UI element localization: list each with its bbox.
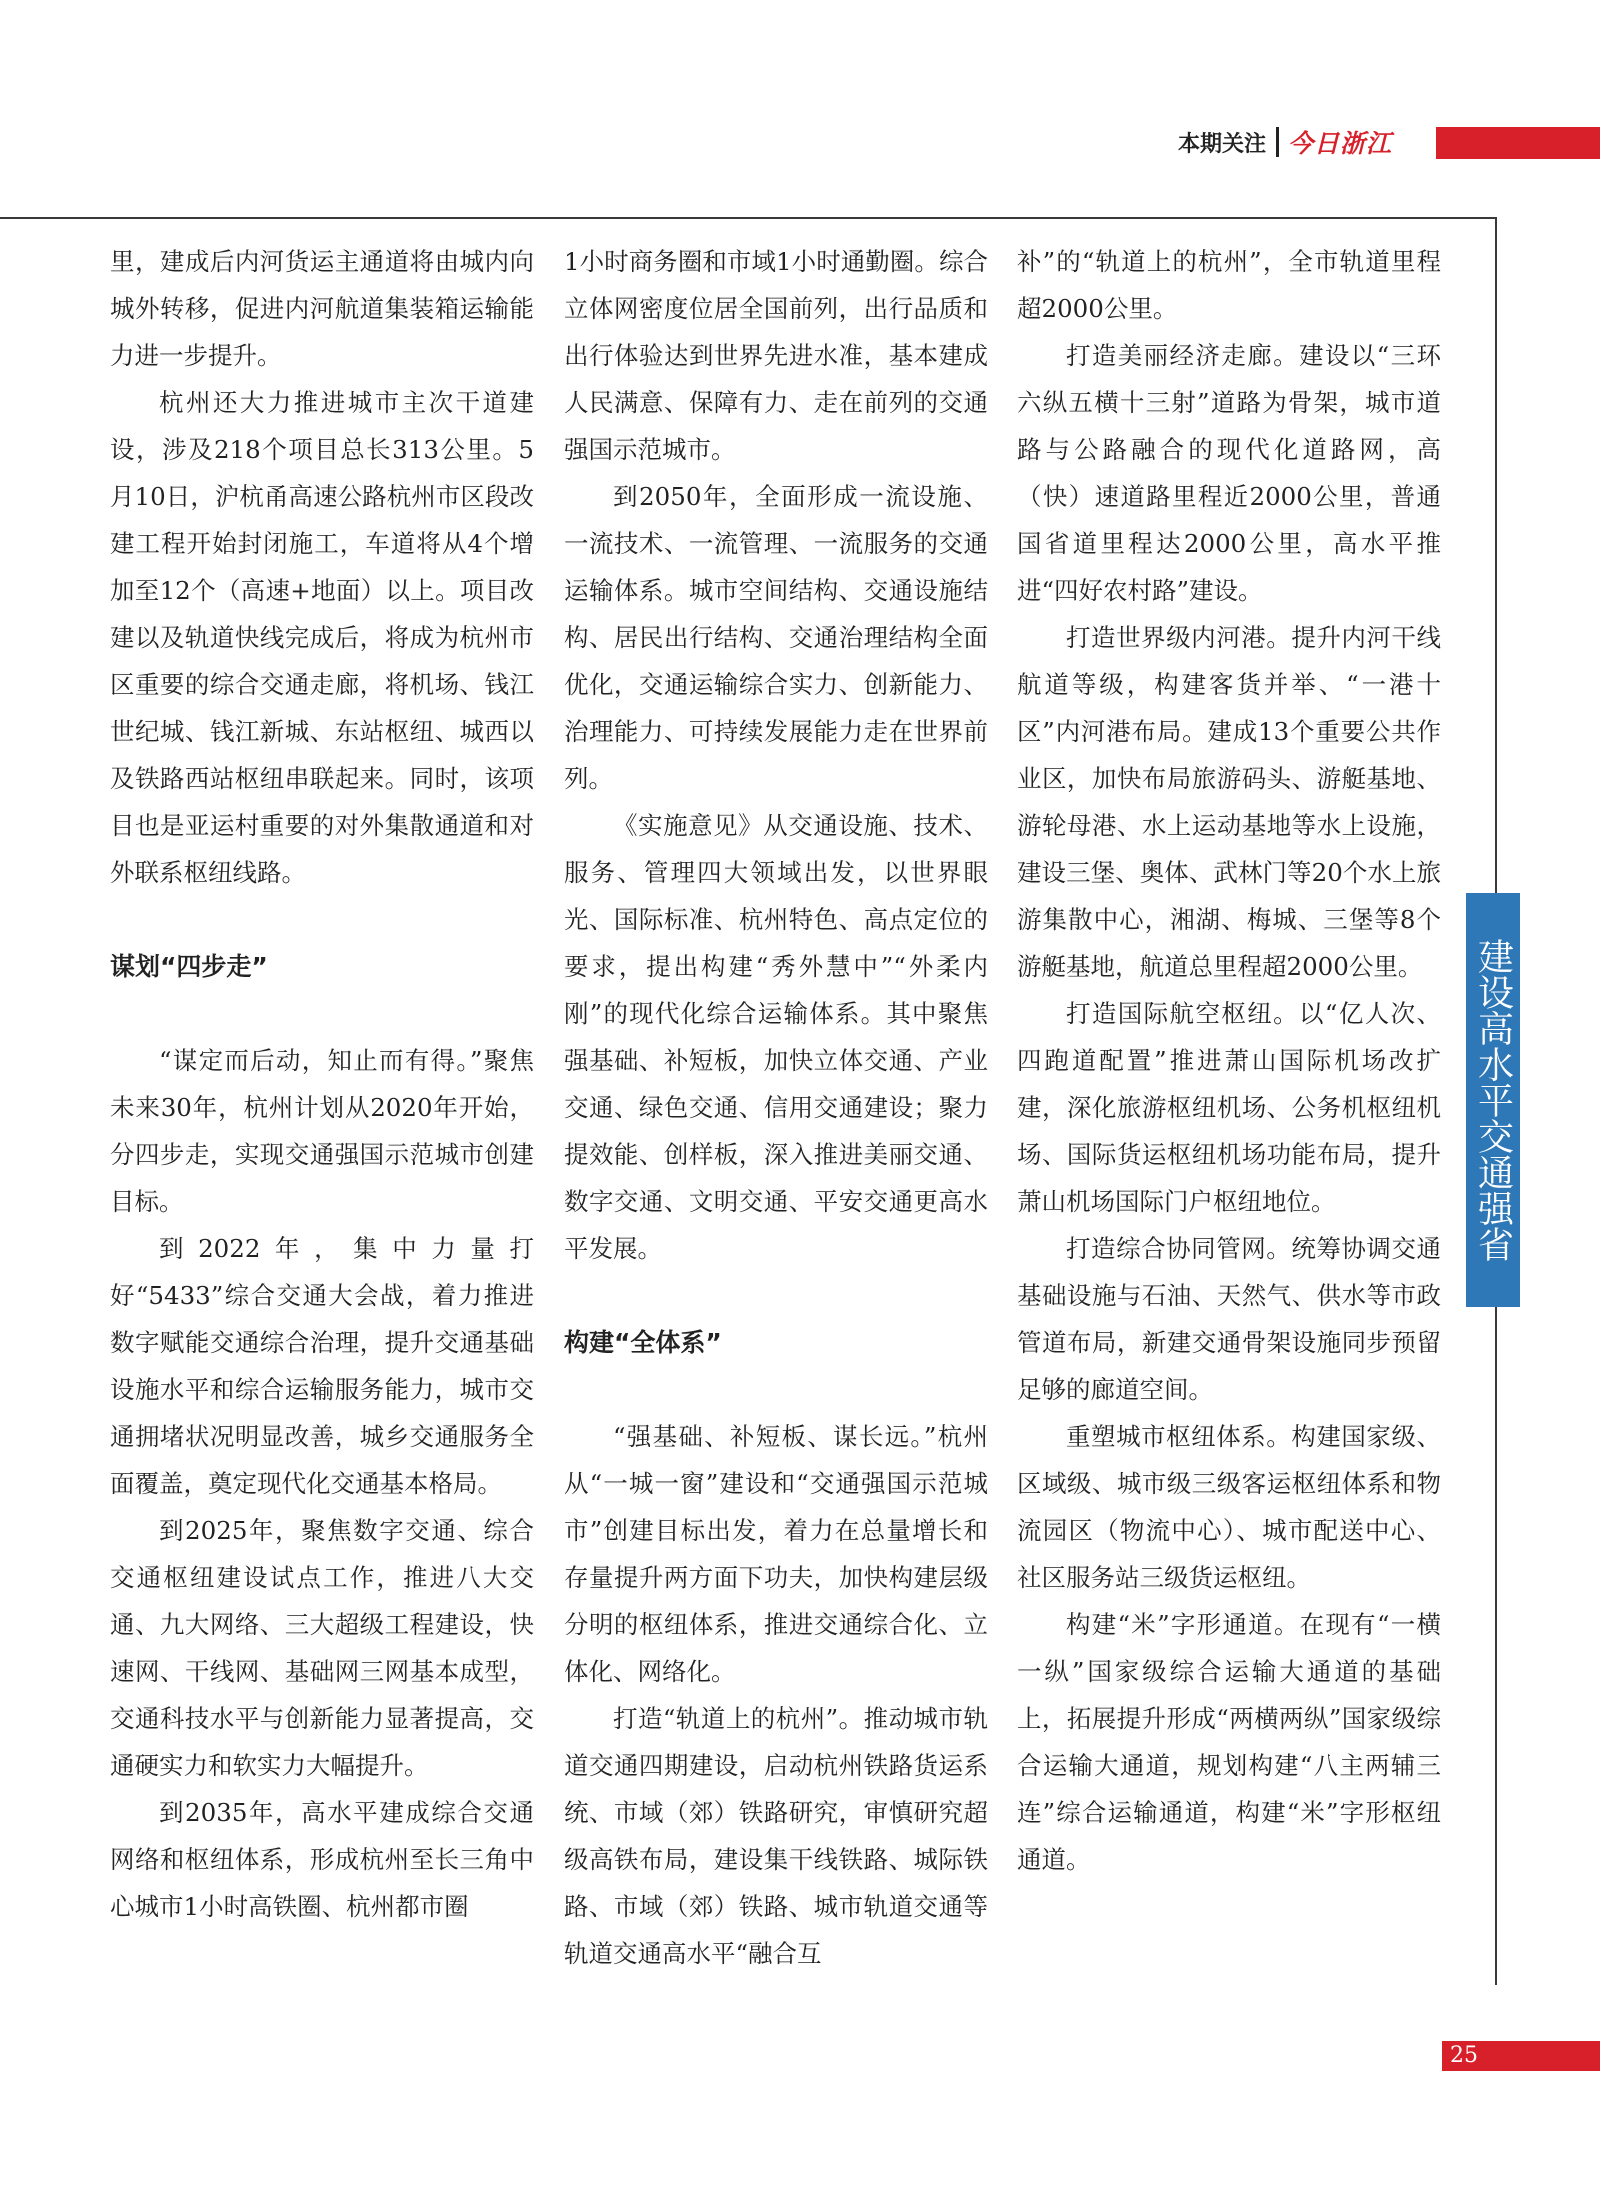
page-header [1178,124,1392,160]
paragraph: 打造世界级内河港。提升内河干线航道等级，构建客货并举、“一港十区”内河港布局。建成13个重要公共作业区，加快布局旅游码头、游艇基地、游轮母港、水上运动基地等水上设施，建设三堡、奥体、武林门等20个水上旅游集散中心，湘湖、梅城、三堡等8个游艇基地，航道总里程超2000公里。 [1017,623,1441,981]
top-rule [0,217,1495,219]
paragraph: 打造“轨道上的杭州”。推动城市轨道交通四期建设，启动杭州铁路货运系统、市域（郊）铁路研究，审慎研究超级高铁布局，建设集干线铁路、城际铁路、市域（郊）铁路、城市轨道交通等轨道交通高水平“融合互 [564,1704,988,1968]
paragraph: 《实施意见》从交通设施、技术、服务、管理四大领域出发，以世界眼光、国际标准、杭州特色、高点定位的要求，提出构建“秀外慧中”“外柔内刚”的现代化综合运输体系。其中聚焦强基础、补短板，加快立体交通、产业交通、绿色交通、信用交通建设；聚力提效能、创样板，深入推进美丽交通、数字交通、文明交通、平安交通更高水平发展。 [564,811,988,1263]
paragraph: 重塑城市枢纽体系。构建国家级、区域级、城市级三级客运枢纽体系和物流园区（物流中心）、城市配送中心、社区服务站三级货运枢纽。 [1017,1422,1441,1592]
page-number: 25 [1442,2041,1600,2071]
paragraph: 里，建成后内河货运主通道将由城内向城外转移，促进内河航道集装箱运输能力进一步提升。 [110,247,534,370]
header-divider [1276,127,1279,157]
paragraph: 补”的“轨道上的杭州”，全市轨道里程超2000公里。 [1017,247,1441,323]
paragraph: 构建“米”字形通道。在现有“一横一纵”国家级综合运输大通道的基础上，拓展提升形成“两横两纵”国家级综合运输大通道，规划构建“八主两辅三连”综合运输通道，构建“米”字形枢纽通道。 [1017,1610,1441,1874]
section-heading: 构建“全体系” [564,1328,722,1357]
text-column-2 [564,238,988,1977]
topic-sidebar-label: 建设高水平交通强省 [1466,893,1520,1307]
section-label: 本期关注 [1178,131,1267,157]
paragraph: 杭州还大力推进城市主次干道建设，涉及218个项目总长313公里。5月10日，沪杭甬高速公路杭州市区段改建工程开始封闭施工，车道将从4个增加至12个（高速+地面）以上。项目改建以及轨道快线完成后，将成为杭州市区重要的综合交通走廊，将机场、钱江世纪城、钱江新城、东站枢纽、城西以及铁路西站枢纽串联起来。同时，该项目也是亚运村重要的对外集散通道和对外联系枢纽线路。 [110,388,534,887]
paragraph: 到2025年，聚焦数字交通、综合交通枢纽建设试点工作，推进八大交通、九大网络、三大超级工程建设，快速网、干线网、基础网三网基本成型，交通科技水平与创新能力显著提高，交通硬实力和软实力大幅提升。 [110,1516,534,1780]
paragraph: “强基础、补短板、谋长远。”杭州从“一城一窗”建设和“交通强国示范城市”创建目标出发，着力在总量增长和存量提升两方面下功夫，加快构建层级分明的枢纽体系，推进交通综合化、立体化、网络化。 [564,1422,988,1686]
paragraph: 打造美丽经济走廊。建设以“三环六纵五横十三射”道路为骨架，城市道路与公路融合的现代化道路网，高（快）速道路里程近2000公里，普通国省道里程达2000公里，高水平推进“四好农村路”建设。 [1017,341,1441,605]
magazine-logo: 今日浙江 [1288,129,1393,158]
paragraph: 打造国际航空枢纽。以“亿人次、四跑道配置”推进萧山国际机场改扩建，深化旅游枢纽机场、公务机枢纽机场、国际货运枢纽机场功能布局，提升萧山机场国际门户枢纽地位。 [1017,999,1441,1216]
paragraph: 1小时商务圈和市域1小时通勤圈。综合立体网密度位居全国前列，出行品质和出行体验达到世界先进水准，基本建成人民满意、保障有力、走在前列的交通强国示范城市。 [564,247,988,464]
paragraph: 到2035年，高水平建成综合交通网络和枢纽体系，形成杭州至长三角中心城市1小时高铁圈、杭州都市圈 [110,1798,534,1921]
paragraph: 打造综合协同管网。统筹协调交通基础设施与石油、天然气、供水等市政管道布局，新建交通骨架设施同步预留足够的廊道空间。 [1017,1234,1441,1404]
text-column-3 [1017,238,1441,1883]
paragraph: “谋定而后动，知止而有得。”聚焦未来30年，杭州计划从2020年开始，分四步走，实现交通强国示范城市创建目标。 [110,1046,534,1216]
header-red-bar [1436,127,1600,159]
section-heading: 谋划“四步走” [110,952,268,981]
paragraph: 到2050年，全面形成一流设施、一流技术、一流管理、一流服务的交通运输体系。城市空间结构、交通设施结构、居民出行结构、交通治理结构全面优化，交通运输综合实力、创新能力、治理能力、可持续发展能力走在世界前列。 [564,482,988,793]
text-column-1 [110,238,534,1930]
paragraph: 到2022年，集中力量打好“5433”综合交通大会战，着力推进数字赋能交通综合治理，提升交通基础设施水平和综合运输服务能力，城市交通拥堵状况明显改善，城乡交通服务全面覆盖，奠定现代化交通基本格局。 [110,1234,534,1498]
